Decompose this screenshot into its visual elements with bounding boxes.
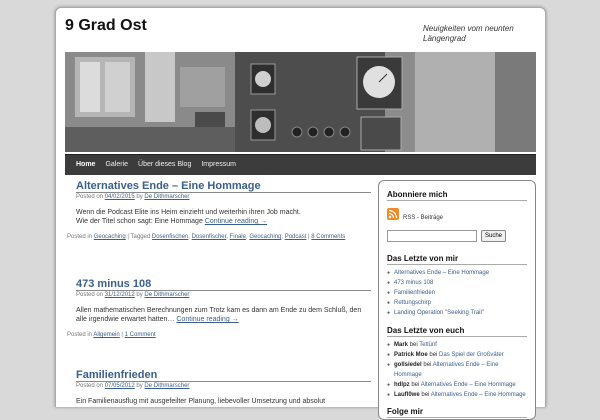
latest-comments-list [387,340,527,400]
list-item[interactable] [387,268,527,278]
comment-on-label: bei [409,342,418,348]
continue-reading-link[interactable]: Continue reading → [204,218,268,225]
latest-post-link[interactable]: Familienfrieden [394,290,436,296]
excerpt-line: Allen mathematischen Berechnungen zum Trotz kam es dann am Ende zu dem Schluß, den [76,307,362,314]
post-footer: Posted in Allgemein | 1 Comment [67,332,156,338]
list-item[interactable] [387,288,527,298]
posted-in-label: Posted in [67,234,93,240]
list-item [387,360,527,380]
main-navigation [65,154,536,175]
post-date-link[interactable]: 07/05/2012 [104,383,135,389]
comment-author: hdlpz [394,382,410,388]
latest-post-link[interactable]: Landing Operation "Seeking Trail" [394,310,484,316]
excerpt-text: alle irgendwie erwartet hatten… [76,316,175,323]
post-meta [76,290,371,298]
rss-icon[interactable] [387,208,399,220]
comment-on-label: bei [421,392,430,398]
excerpt-line [76,217,372,226]
posted-on-label: Posted on [76,194,104,200]
list-item [387,350,527,360]
widget-title-subscribe: Abonniere mich [387,190,527,201]
search-button[interactable]: Suche [481,230,506,242]
tagged-label: | Tagged [127,234,151,240]
tag-link[interactable]: Dosenfischen [151,234,189,240]
search-form [387,230,527,242]
posted-in-label: Posted in [67,332,93,338]
latest-post-link[interactable]: Rettungschirp [394,300,432,306]
excerpt-line: Ein Familienausflug mit ausgefeilter Planung, liebevoller Umsetzung und absolut [76,398,326,405]
list-item[interactable] [387,298,527,308]
by-label: by [136,194,143,200]
excerpt-line [76,315,372,324]
post [65,180,372,240]
by-label: by [136,383,143,389]
category-link[interactable]: Geocaching [93,234,126,240]
post-title-link[interactable]: Familienfrieden [76,369,158,381]
post-title-link[interactable]: 473 minus 108 [76,278,152,290]
excerpt-line: Wenn die Podcast Elite ins Heim einzieht und weiterhin ihren Job macht. [76,209,301,216]
rss-label[interactable]: RSS - Beiträge [403,215,444,221]
post-excerpt [76,397,372,406]
post-meta [76,381,371,389]
tag-link[interactable]: Podcast [284,234,307,240]
search-input[interactable] [387,230,477,242]
post-excerpt [76,306,372,324]
post-title-link[interactable]: Alternatives Ende – Eine Hommage [76,180,261,192]
continue-reading-link[interactable]: Continue reading → [176,316,239,323]
comment-on-label: bei [411,382,420,388]
post-meta [76,192,371,200]
posted-on-label: Posted on [76,292,104,298]
nav-home[interactable]: Home [76,161,96,168]
list-item [387,340,527,350]
site-title[interactable]: 9 Grad Ost [65,17,147,34]
widget-title-latest-posts: Das Letzte von mir [387,254,527,265]
latest-post-link[interactable]: 473 minus 108 [394,280,434,286]
rss-link[interactable] [387,207,527,221]
posted-on-label: Posted on [76,383,104,389]
sidebar [378,180,536,420]
nav-impressum[interactable]: Impressum [201,161,236,168]
header-image [65,52,536,152]
comment-on-label: bei [423,362,432,368]
widget-title-follow: Folge mir [387,407,527,418]
comment-author: gollsiedel [394,362,422,368]
post-author-link[interactable]: De Dithmarscher [144,292,190,298]
comment-post-link[interactable]: Tetlünf [419,342,437,348]
tag-link[interactable]: Dosenfischer [191,234,227,240]
nav-about-blog[interactable]: Über dieses Blog [138,161,192,168]
post-footer: Posted in Geocaching | Tagged Dosenfischen, Dosenfischer, Finale, Geocaching, Podcast | 8 Comments [67,234,346,240]
site-description: Neuigkeiten vom neunten Längengrad [423,24,514,43]
list-item[interactable] [387,278,527,288]
post-author-link[interactable]: De Dithmarscher [144,383,190,389]
nav-galerie[interactable]: Galerie [105,161,129,168]
latest-post-link[interactable]: Alternatives Ende – Eine Hommage [394,270,490,276]
comment-author: Patrick Moe [394,352,428,358]
comments-link[interactable]: 1 Comment [124,332,156,338]
excerpt-text: Wie der Titel schon sagt: Eine Hommage [76,218,203,225]
post [65,278,372,338]
comment-post-link[interactable]: Alternatives Ende – Eine Hommage [420,382,516,388]
comment-post-link[interactable]: Alternatives Ende – Eine Hommage [394,362,499,378]
post-date-link[interactable]: 04/02/2015 [104,194,135,200]
latest-posts-list [387,268,527,318]
list-item [387,390,527,400]
widget-title-latest-comments: Das Letzte von euch [387,326,527,337]
post-author-link[interactable]: De Dithmarscher [144,194,190,200]
comment-author: Laufl0we [394,392,420,398]
category-link[interactable]: Allgemein [93,332,120,338]
comment-post-link[interactable]: Alternatives Ende – Eine Hommage [430,392,526,398]
post [65,369,372,406]
tag-link[interactable]: Geocaching [249,234,282,240]
comment-author: Mark [394,342,409,348]
list-item [387,380,527,390]
comment-on-label: bei [429,352,438,358]
comment-post-link[interactable]: Das Spiel der Großväter [439,352,504,358]
by-label: by [136,292,143,298]
post-date-link[interactable]: 31/12/2012 [104,292,135,298]
page-frame [55,7,546,416]
list-item[interactable] [387,308,527,318]
tag-link[interactable]: Finale [229,234,246,240]
comments-link[interactable]: 8 Comments [311,234,346,240]
post-excerpt [76,208,372,226]
